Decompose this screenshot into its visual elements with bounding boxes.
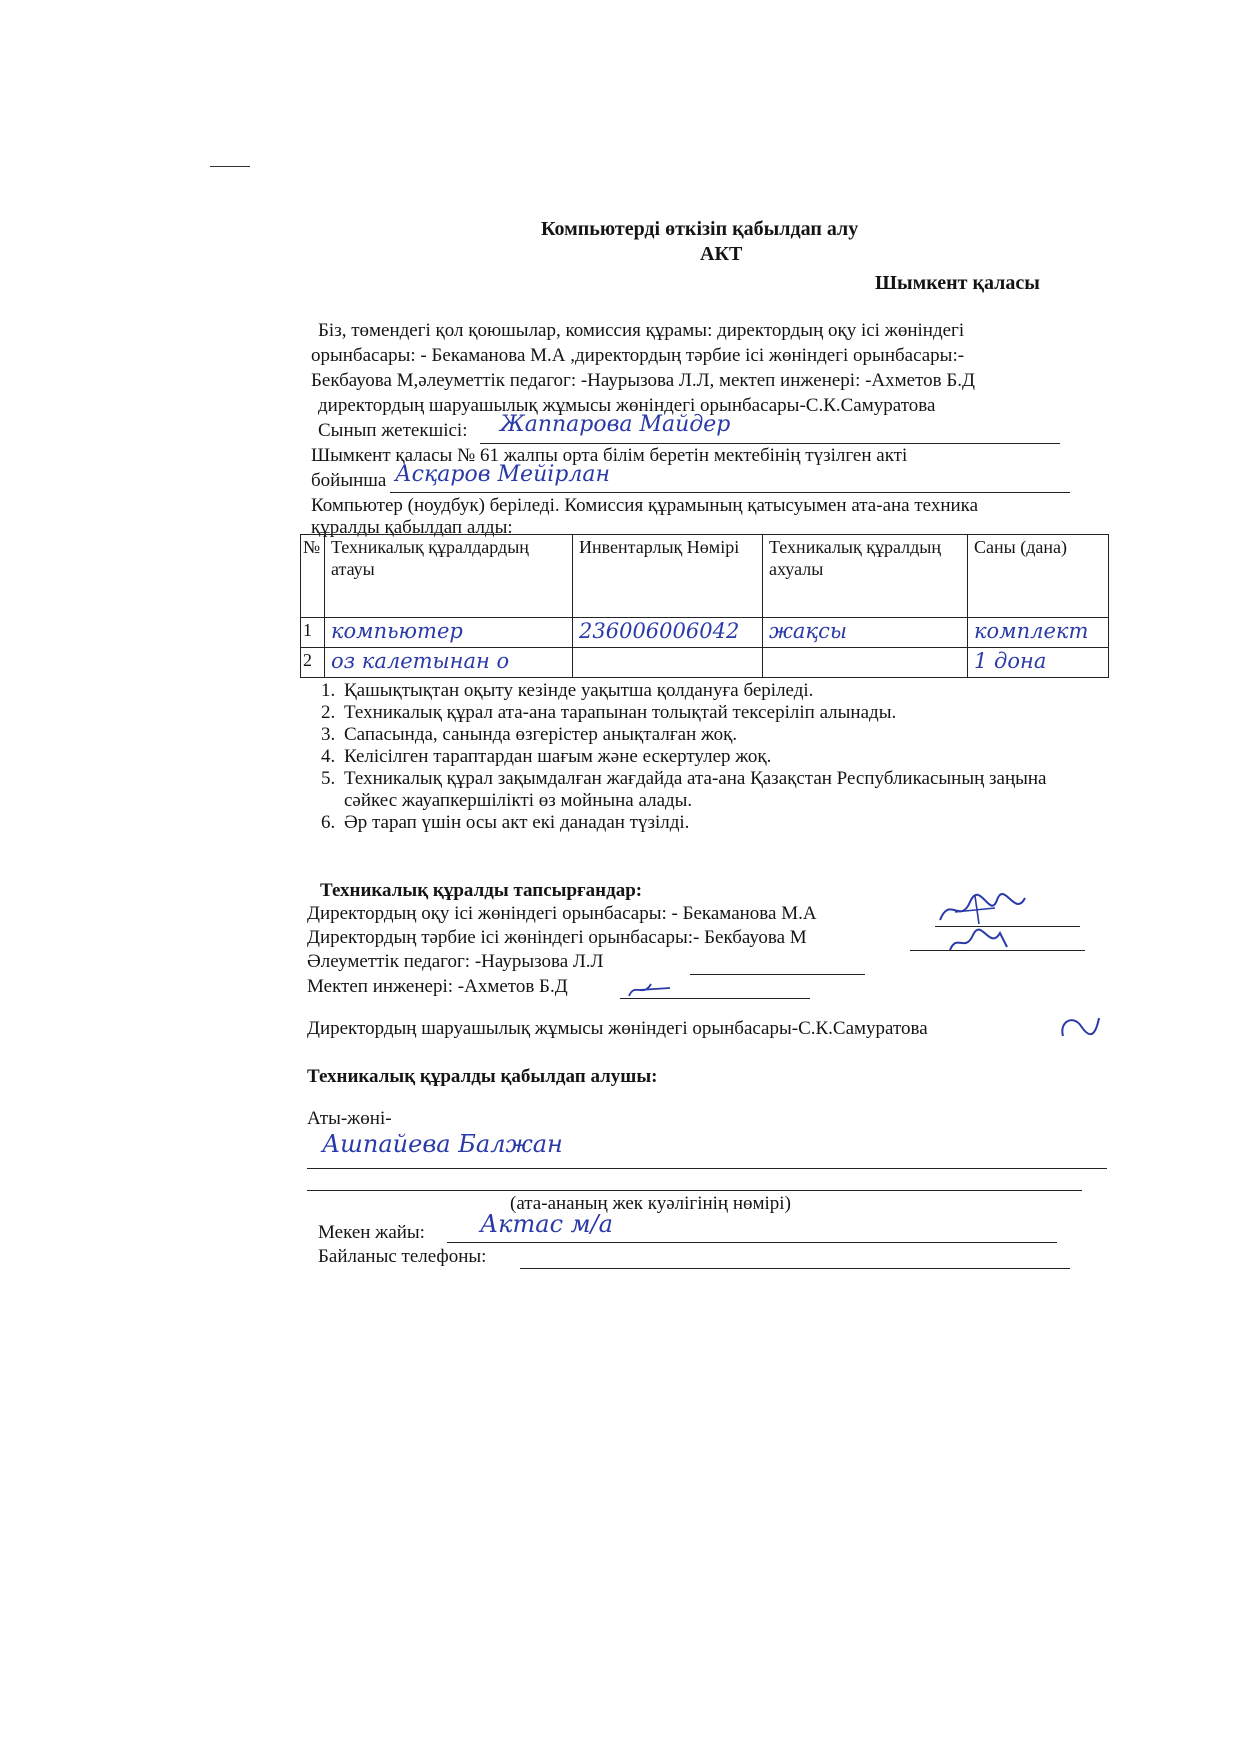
row-inventory-number: 236006006042	[579, 619, 740, 643]
row-item-name: компьютер	[331, 619, 463, 643]
receiver-phone-label: Байланыс телефоны:	[318, 1246, 487, 1267]
col-header-inventory: Инвентарлық Нөмірі	[573, 535, 763, 618]
row-quantity: комплект	[974, 619, 1089, 643]
scan-artifact-line	[210, 166, 250, 167]
handover-engineer: Мектеп инженері: -Ахметов Б.Д	[307, 976, 568, 997]
items-table	[300, 534, 1109, 678]
receiver-name-underline	[307, 1168, 1107, 1169]
condition-item: 3. Сапасында, санында өзгерістер анықталған жоқ.	[340, 724, 1104, 746]
condition-item: 5. Техникалық құрал зақымдалған жағдайда ата-ана Қазақстан Республикасының заңына сәйкес жауапкершілікті өз мойнына алады.	[340, 768, 1104, 812]
handover-heading: Техникалық құралды тапсырғандар:	[320, 880, 643, 901]
conditions-list	[318, 680, 1104, 834]
table-header-row	[301, 535, 1109, 618]
class-teacher-handwritten: Жаппарова Майдер	[500, 412, 731, 437]
col-header-condition: Техникалық құралдың ахуалы	[763, 535, 968, 618]
col-header-qty: Саны (дана)	[968, 535, 1109, 618]
handover-deputy-household: Директордың шаруашылық жұмысы жөніндегі орынбасары-С.К.Самуратова	[307, 1018, 928, 1039]
handover-social-pedagogue: Әлеуметтік педагог: -Наурызова Л.Л	[307, 951, 604, 972]
row-quantity: 1 дона	[974, 649, 1047, 673]
signature-scribble-2	[945, 925, 1015, 957]
col-header-no: №	[301, 535, 325, 618]
table-row	[301, 618, 1109, 648]
row-item-name: оз калетынан о	[331, 649, 510, 673]
intro-line-4: директордың шаруашылық жұмысы жөніндегі орынбасары-С.К.Самуратова	[318, 395, 936, 416]
receiver-address-handwritten: Актас м/а	[480, 1210, 613, 1238]
handover-deputy-edu: Директордың оқу ісі жөніндегі орынбасары: - Бекаманова М.А	[307, 903, 817, 924]
condition-item: 2. Техникалық құрал ата-ана тарапынан толықтай тексеріліп алынады.	[340, 702, 1104, 724]
city-label: Шымкент қаласы	[875, 272, 1040, 294]
receiver-name-label: Аты-жөні-	[307, 1108, 392, 1129]
receiver-address-label: Мекен жайы:	[318, 1222, 425, 1243]
col-header-name: Техникалық құралдардың атауы	[325, 535, 573, 618]
condition-item: 6. Әр тарап үшін осы акт екі данадан түзілді.	[340, 812, 1104, 834]
intro-line-1: Біз, төмендегі қол қоюшылар, комиссия құрамы: директордың оқу ісі жөніндегі	[318, 320, 965, 341]
class-teacher-label: Сынып жетекшісі:	[318, 420, 468, 441]
row-no: 2	[301, 648, 325, 678]
receiver-id-underline	[307, 1190, 1082, 1191]
document-title: Компьютерді өткізіп қабылдап алу	[541, 218, 859, 240]
receiver-name-handwritten: Ашпайева Балжан	[322, 1130, 563, 1158]
receiver-address-underline	[447, 1242, 1057, 1243]
intro-line-2: орынбасары: - Бекаманова М.А ,директордың тәрбие ісі жөніндегі орынбасары:-	[311, 345, 965, 366]
receiver-id-caption: (ата-ананың жек куәлігінің нөмірі)	[510, 1193, 791, 1214]
receiver-phone-underline	[520, 1268, 1070, 1269]
signature-scribble-3	[625, 976, 680, 1002]
condition-item: 4. Келісілген тараптардан шағым және ескертулер жоқ.	[340, 746, 1104, 768]
school-line: Шымкент қаласы № 61 жалпы орта білім беретін мектебінің түзілген акті	[311, 445, 908, 466]
signature-scribble-4	[1055, 1008, 1105, 1044]
row-no: 1	[301, 618, 325, 648]
intro-line-3: Бекбауова М,әлеуметтік педагог: -Наурызова Л.Л, мектеп инженері: -Ахметов Б.Д	[311, 370, 975, 391]
handover-deputy-upbringing: Директордың тәрбие ісі жөніндегі орынбасары:- Бекбауова М	[307, 927, 807, 948]
by-label: бойынша	[311, 470, 387, 491]
signature-scribble-1	[935, 890, 1030, 930]
student-underline	[390, 492, 1070, 493]
received-line: құралды қабылдап алды:	[311, 517, 513, 538]
row-condition: жақсы	[769, 619, 847, 643]
signature-underline	[690, 974, 865, 975]
class-teacher-underline	[480, 443, 1060, 444]
document-subtitle: АКТ	[700, 243, 743, 265]
table-row	[301, 648, 1109, 678]
computer-line: Компьютер (ноудбук) беріледі. Комиссия құрамының қатысуымен ата-ана техника	[311, 495, 979, 516]
student-handwritten: Асқаров Мейірлан	[395, 462, 610, 487]
receiver-heading: Техникалық құралды қабылдап алушы:	[307, 1066, 658, 1087]
condition-item: 1. Қашықтықтан оқыту кезінде уақытша қолдануға беріледі.	[340, 680, 1104, 702]
